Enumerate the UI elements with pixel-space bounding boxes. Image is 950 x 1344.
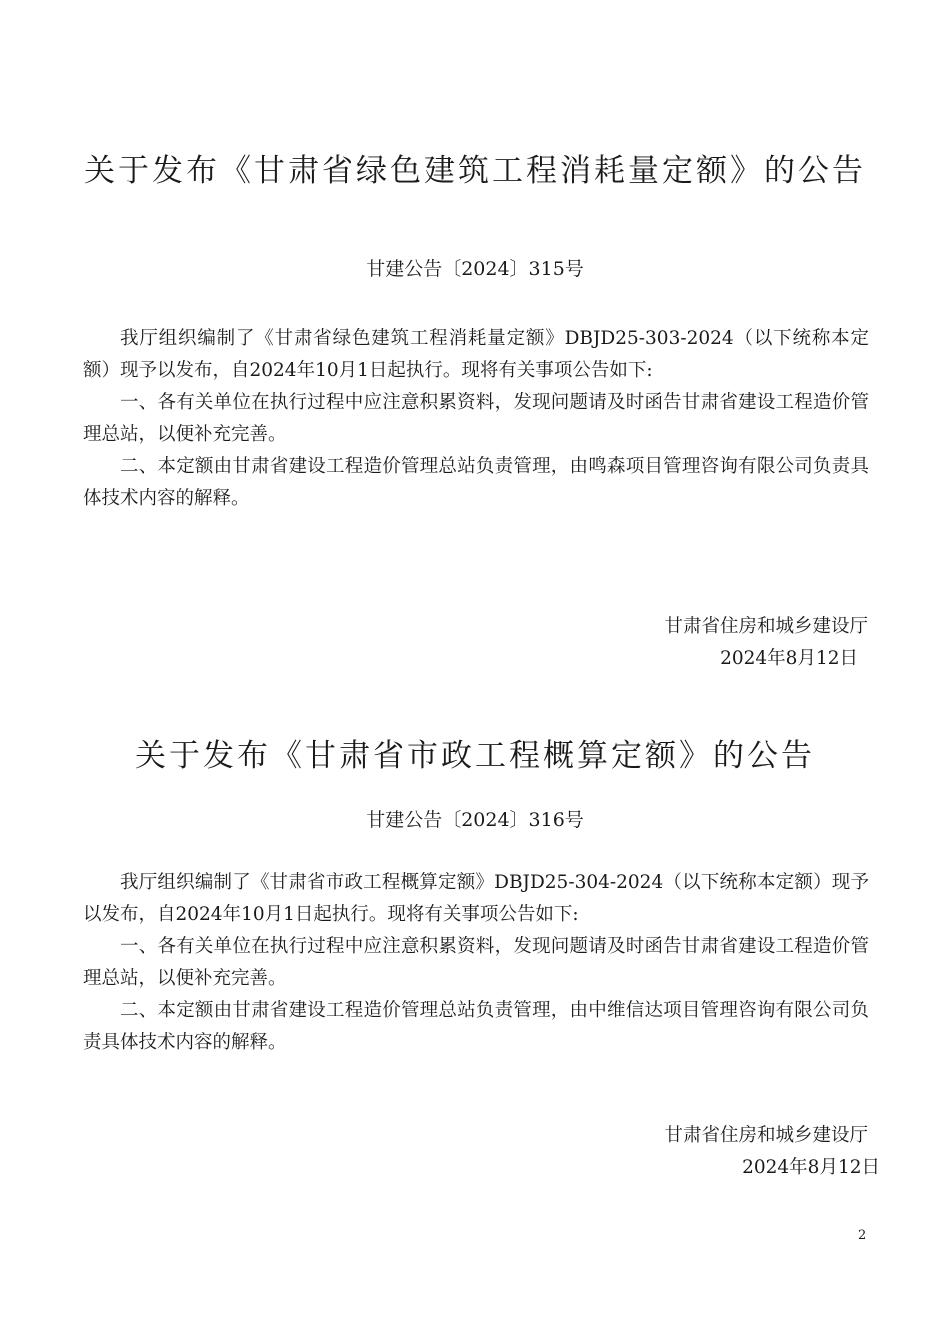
notice-2-doc-number: 甘建公告〔2024〕316号 <box>366 809 584 831</box>
notice-1-paragraph-3: 二、本定额由甘肃省建设工程造价管理总站负责管理，由鸣森项目管理咨询有限公司负责具体技术内容的解释。 <box>83 456 869 509</box>
notice-1-date: 2024年8月12日 <box>720 648 858 669</box>
notice-2-paragraph-2: 一、各有关单位在执行过程中应注意积累资料，发现问题请及时函告甘肃省建设工程造价管理总站，以便补充完善。 <box>83 936 869 989</box>
notice-1-doc-number: 甘建公告〔2024〕315号 <box>366 258 584 280</box>
notice-1-issuer: 甘肃省住房和城乡建设厅 <box>664 616 868 637</box>
notice-1-signature <box>664 611 868 675</box>
notice-2-body <box>83 867 869 1059</box>
notice-2-paragraph-1: 我厅组织编制了《甘肃省市政工程概算定额》DBJD25-304-2024（以下统称本定额）现予以发布，自2024年10月1日起执行。现将有关事项公告如下: <box>83 872 869 925</box>
notice-2-date: 2024年8月12日 <box>742 1157 880 1178</box>
notice-2-issuer: 甘肃省住房和城乡建设厅 <box>664 1125 868 1146</box>
notice-2-paragraph-3: 二、本定额由甘肃省建设工程造价管理总站负责管理，由中维信达项目管理咨询有限公司负责具体技术内容的解释。 <box>83 1000 869 1053</box>
page-number: 2 <box>858 1228 867 1243</box>
notice-2-signature <box>664 1120 880 1184</box>
notice-1-paragraph-2: 一、各有关单位在执行过程中应注意积累资料，发现问题请及时函告甘肃省建设工程造价管理总站，以便补充完善。 <box>83 392 869 445</box>
notice-1-title: 关于发布《甘肃省绿色建筑工程消耗量定额》的公告 <box>84 153 866 189</box>
notice-2-title: 关于发布《甘肃省市政工程概算定额》的公告 <box>135 738 815 774</box>
notice-1-body <box>83 323 869 515</box>
notice-1-paragraph-1: 我厅组织编制了《甘肃省绿色建筑工程消耗量定额》DBJD25-303-2024（以下统称本定额）现予以发布，自2024年10月1日起执行。现将有关事项公告如下: <box>83 328 869 381</box>
